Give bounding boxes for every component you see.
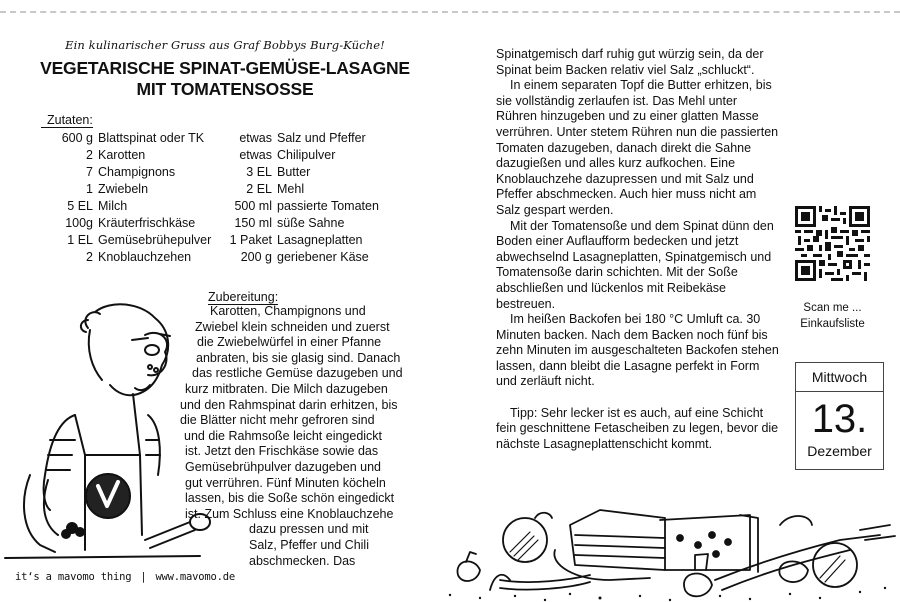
paragraph-gap (496, 390, 781, 406)
ingredient-qty: 150 ml (234, 216, 272, 230)
preparation-line: abschmecken. Das (249, 553, 356, 568)
footer-separator: | (140, 571, 147, 583)
ingredient-row (30, 198, 211, 215)
preparation-line: ist. Zum Schluss eine Knoblauchzehe (185, 506, 394, 521)
bear-chef-illustration (0, 290, 200, 565)
preparation-line: kurz mitbraten. Die Milch dazugeben (185, 382, 388, 396)
title-line-1: VEGETARISCHE SPINAT-GEMÜSE-LASAGNE (40, 58, 410, 78)
qr-caption-line-1: Scan me ... (803, 302, 862, 314)
preparation-line: und den Rahmspinat darin erhitzen, bis (180, 397, 398, 412)
ingredient-row (30, 249, 211, 266)
preparation-line: anbraten, bis sie glasig sind. Danach (196, 350, 401, 365)
preparation-line: und die Rahmsoße leicht eingedickt (184, 428, 383, 443)
calendar-date-box (795, 362, 884, 470)
ingredient-qty: 3 EL (246, 165, 272, 179)
ingredient-item: Gemüsebrühepulver (98, 233, 212, 247)
ingredient-row (216, 147, 379, 164)
ingredients-list-right (216, 130, 379, 266)
ingredient-row (30, 130, 211, 147)
vegetables-lasagna-illustration (440, 490, 900, 602)
footer-slogan: it‘s a mavomo thing (15, 571, 132, 583)
calendar-weekday: Mittwoch (796, 363, 883, 392)
ingredient-item: Kräuterfrischkäse (98, 216, 196, 230)
ingredient-item: Lasagneplatten (277, 233, 363, 247)
preparation-line: Salz, Pfeffer und Chili (249, 538, 369, 552)
recipe-title (0, 58, 450, 100)
ingredient-qty: 2 EL (246, 182, 272, 196)
ingredient-item: Chilipulver (277, 148, 336, 162)
ingredient-row (30, 232, 211, 249)
ingredient-qty: 100g (65, 216, 93, 230)
preparation-line: Zwiebel klein schneiden und zuerst (195, 319, 390, 334)
ingredient-row (30, 164, 211, 181)
preparation-line: die Zwiebelwürfel in einer Pfanne (197, 335, 382, 350)
preparation-line: lassen, bis die Soße schön eingedickt (185, 491, 395, 506)
ingredient-row (30, 181, 211, 198)
ingredient-qty: 2 (86, 250, 93, 264)
tip-paragraph: Tipp: Sehr lecker ist es auch, auf eine Schicht fein geschnittene Fetascheiben zu legen, bevor die nächste Lasagneplattenschicht kommt. (496, 405, 779, 451)
ingredient-qty: 600 g (61, 131, 93, 145)
ingredient-qty: 2 (86, 148, 93, 162)
ingredient-item: süße Sahne (277, 216, 345, 230)
ingredient-qty: etwas (239, 131, 272, 145)
ingredient-item: Zwiebeln (98, 182, 149, 196)
ingredient-item: Milch (98, 199, 128, 213)
preparation-line: gut verrühren. Fünf Minuten köcheln (185, 475, 386, 490)
preparation-line: Karotten, Champignons und (210, 304, 366, 318)
ingredient-item: Karotten (98, 148, 146, 162)
title-line-2: MIT TOMATENSOSSE (136, 79, 314, 99)
footer (15, 571, 235, 583)
preparation-line: die Blätter nicht mehr gefroren sind (180, 413, 375, 428)
ingredient-item: Mehl (277, 182, 305, 196)
ingredient-qty: 7 (86, 165, 93, 179)
ingredient-item: Champignons (98, 165, 176, 179)
preparation-line: Gemüsebrühpulver dazugeben und (185, 460, 381, 474)
ingredient-qty: 1 Paket (229, 233, 272, 247)
preparation-heading: Zubereitung: (208, 290, 279, 304)
ingredient-row (30, 147, 211, 164)
ingredient-row (216, 181, 379, 198)
calendar-month: Dezember (807, 443, 872, 459)
ingredient-row (216, 215, 379, 232)
preparation-line: dazu pressen und mit (249, 522, 369, 537)
ingredient-qty: 5 EL (67, 199, 93, 213)
ingredient-row (30, 215, 211, 232)
ingredient-item: Knoblauchzehen (98, 250, 192, 264)
preparation-paragraph: Im heißen Backofen bei 180 °C Umluft ca. 30 Minuten backen. Nach dem Backen noch fünf bis zehn Minuten im ausgeschalteten Backofen stehen lassen, dann bleibt die Lasagne perfekt in Form und zerläuft nicht. (496, 312, 779, 389)
ingredient-qty: 200 g (240, 250, 272, 264)
ingredient-row (216, 249, 379, 266)
preparation-paragraph: Mit der Tomatensoße und dem Spinat dünn den Boden einer Auflaufform bedecken und jetzt abwechselnd Lasagneplatten, Spinatgemisch und Tomatensoße darin schichten. Mit der Soße abschließen und lückenlos mit Reibekäse bestreuen. (496, 218, 774, 311)
qr-caption (770, 300, 895, 332)
footer-website-link[interactable]: www.mavomo.de (155, 571, 236, 583)
ingredient-qty: 500 ml (234, 199, 272, 213)
calendar-day: 13. (811, 397, 868, 441)
ingredient-row (216, 198, 379, 215)
preparation-line: das restliche Gemüse dazugeben und (192, 366, 403, 381)
ingredient-qty: 1 (86, 182, 93, 196)
ingredient-qty: etwas (239, 148, 272, 162)
ingredient-row (216, 232, 379, 249)
ingredients-list-left (30, 130, 211, 266)
preparation-line: ist. Jetzt den Frischkäse sowie das (185, 444, 379, 459)
ingredient-item: Blattspinat oder TK (98, 131, 205, 145)
preparation-paragraph: Spinatgemisch darf ruhig gut würzig sein, da der Spinat beim Backen relativ viel Salz „schluckt“. (496, 47, 764, 77)
ingredient-row (216, 164, 379, 181)
cut-line (0, 11, 900, 13)
ingredient-item: passierte Tomaten (277, 199, 379, 213)
ingredient-item: Salz und Pfeffer (277, 131, 366, 145)
ingredient-item: Butter (277, 165, 311, 179)
preparation-paragraph: In einem separaten Topf die Butter erhitzen, bis sie vollständig zerlaufen ist. Das Mehl unter Rühren hinzugeben und zu einer glatten Masse verrühren. Unter stetem Rühren nun die passierten Tomaten dazugeben, danach direkt die Sahne dazugießen und alles kurz aufkochen. Eine Knoblauchzehe dazupressen und mit Salz und Pfeffer abschmecken. Auch hier muss nicht am Salz gespart werden. (496, 78, 779, 217)
ingredient-item: geriebener Käse (277, 250, 369, 264)
greeting: Ein kulinarischer Gruss aus Graf Bobbys Burg-Küche! (65, 38, 385, 52)
ingredient-qty: 1 EL (67, 233, 93, 247)
preparation-continued (496, 47, 781, 452)
qr-code-icon[interactable] (795, 206, 870, 281)
ingredient-row (216, 130, 379, 147)
ingredients-heading: Zutaten: (47, 113, 93, 127)
qr-caption-line-2: Einkaufsliste (800, 318, 865, 330)
